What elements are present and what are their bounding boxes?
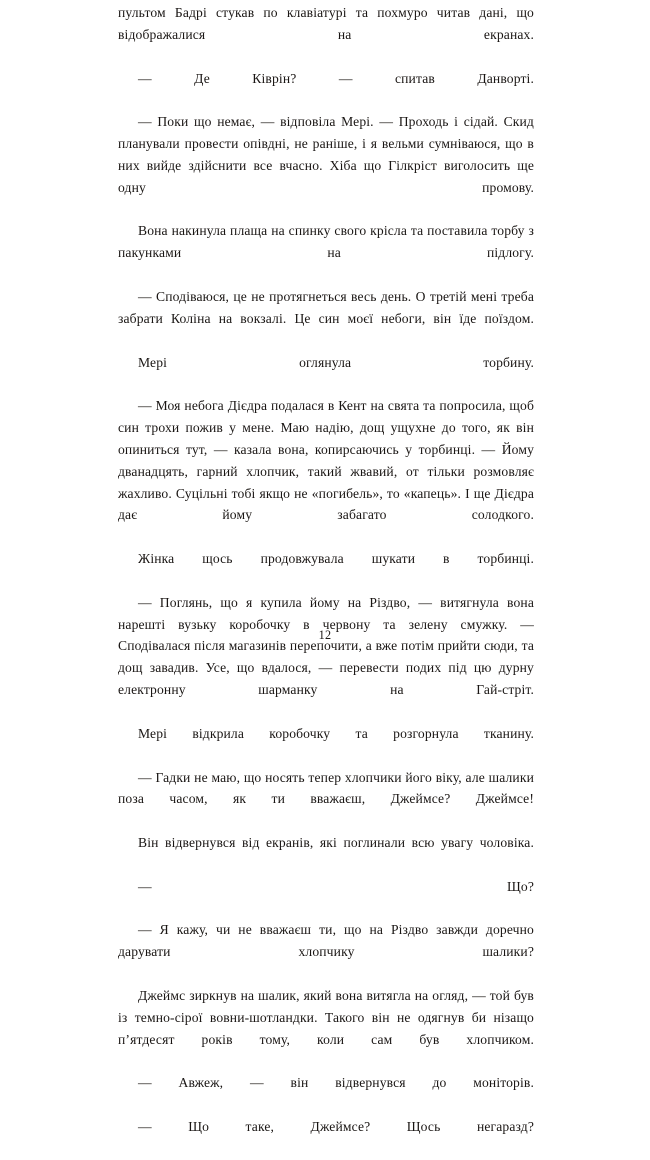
- body-paragraph: — Що?: [138, 878, 534, 894]
- body-paragraph: Жінка щось продовжувала шукати в торбинці.: [138, 551, 534, 567]
- body-paragraph: — Авжеж, — він відвернувся до моніторів.: [138, 1075, 534, 1091]
- body-paragraph: Вона накинула плаща на спинку свого крісла та поставила торбу з пакунками на підлогу.: [118, 223, 534, 261]
- body-paragraph: пультом Бадрі стукав по клавіатурі та похмуро читав дані, що відображалися на екранах.: [118, 5, 534, 42]
- body-paragraph: — Поглянь, що я купила йому на Різдво, — витягнула вона нарешті вузьку коробочку в червону та зелену смужку. — Сподівалася після магазинів перепочити, а вже потім прийти сюди, та дощ завадив. Усе, що вдалося, — перевести подих під цю дурну електронну шарманку на Гай-стріт.: [118, 594, 534, 698]
- body-paragraph: — Сподіваюся, це не протягнеться весь день. О третій мені треба забрати Коліна на вокзалі. Це син моєї небоги, він їде поїздом.: [118, 288, 534, 326]
- page-text-block: [118, 2, 534, 1160]
- body-paragraph: Джеймс зиркнув на шалик, який вона витягла на огляд, — той був із темно-сірої вовни-шотландки. Такого він не одягнув би нізащо п’ятдесят років тому, коли сам був хлопчиком.: [118, 987, 534, 1047]
- page-number: 12: [318, 628, 332, 642]
- body-paragraph: Мері оглянула торбину.: [138, 354, 534, 370]
- body-paragraph: — Гадки не маю, що носять тепер хлопчики його віку, але шалики поза часом, як ти вважаєш, Джеймсе? Джеймсе!: [118, 769, 534, 807]
- body-paragraph: Мері відкрила коробочку та розгорнула тканину.: [138, 725, 534, 741]
- body-paragraph: Він відвернувся від екранів, які поглинали всю увагу чоловіка.: [138, 835, 534, 851]
- body-paragraph: — Я кажу, чи не вважаєш ти, що на Різдво завжди доречно дарувати хлопчику шалики?: [118, 922, 534, 960]
- body-paragraph: — Моя небога Дієдра подалася в Кент на свята та попросила, щоб син трохи пожив у мене. Маю надію, дощ ущухне до того, як він опиниться тут, — казала вона, копирсаючись у торбинці. — Йому дванадцять, гарний хлопчик, такий жвавий, от тільки розмовляє жахливо. Суцільні тобі якщо не «погибель», то «капець». І ще Дієдра дає йому забагато солодкого.: [118, 398, 534, 523]
- body-paragraph: — Поки що немає, — відповіла Мері. — Проходь і сідай. Скид планували провести опівдні, не раніше, і я вельми сумніваюся, що в них вийде здійснити все вчасно. Хіба що Гілкріст виголосить ще одну промову.: [118, 114, 534, 195]
- body-paragraph: — Що таке, Джеймсе? Щось негаразд?: [138, 1119, 534, 1135]
- body-paragraph: — Де Ківрін? — спитав Данворті.: [138, 70, 534, 86]
